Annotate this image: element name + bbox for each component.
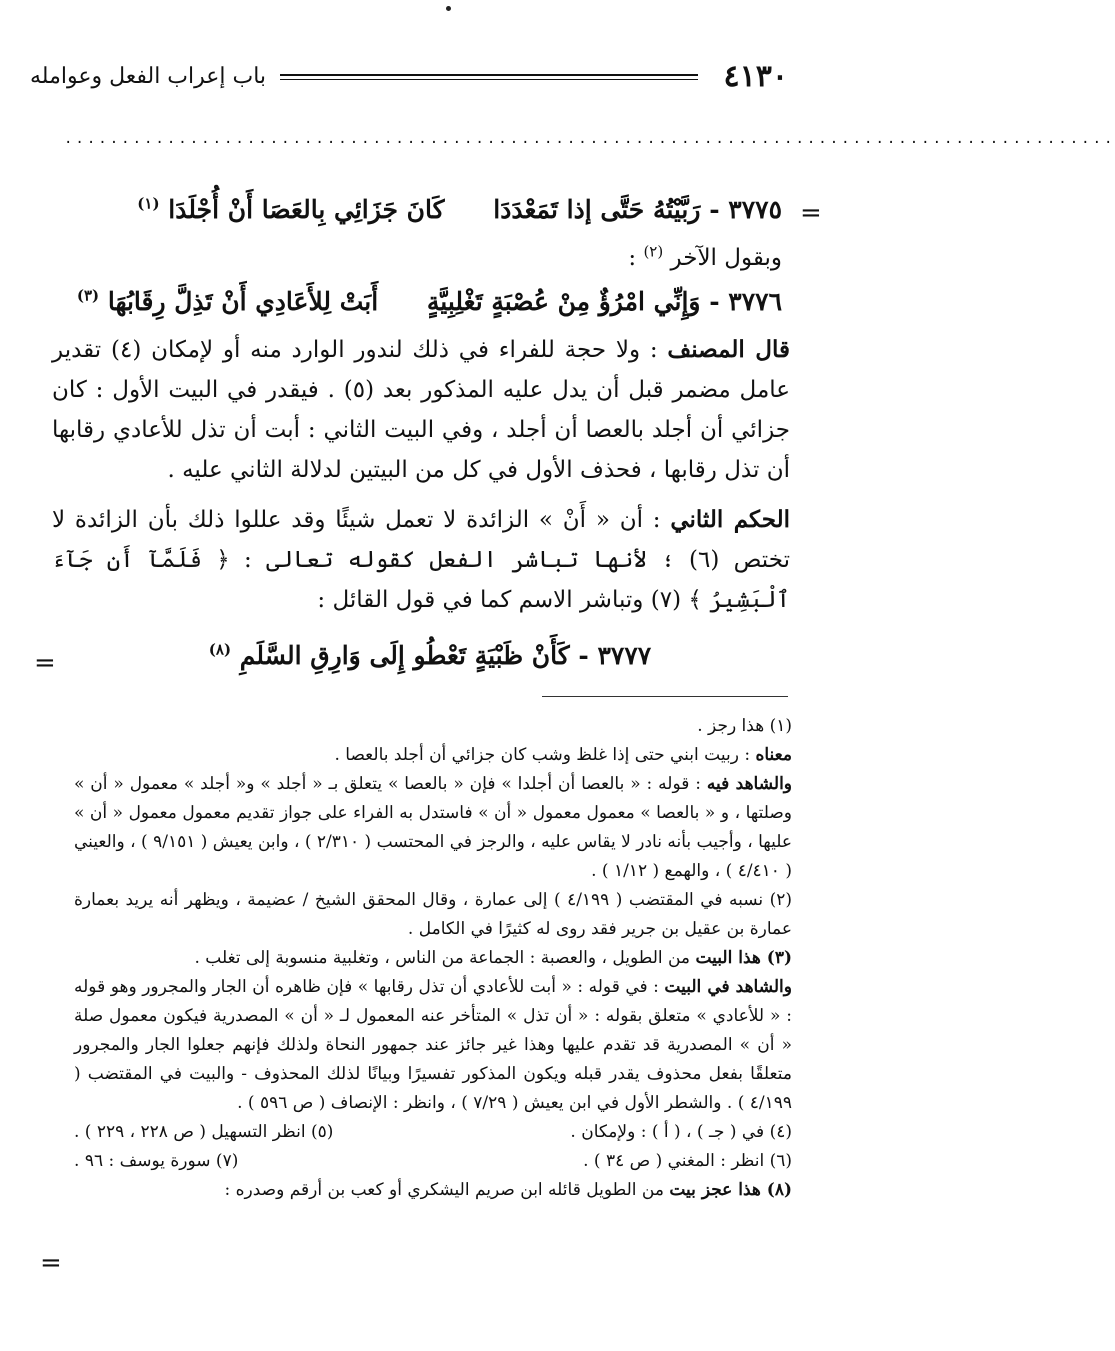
verse-hemistich-second: أَبَتْ لِلأَعَادِي أَنْ تَذِلَّ رِقَابُهَا — [107, 287, 379, 316]
footnote-text: من الطويل ، والعصبة : الجماعة من الناس ، وتغلبية منسوبة إلى تغلب . — [194, 948, 691, 968]
footnote-1-meaning — [74, 741, 792, 770]
footnote-5: (٥) انظر التسهيل ( ص ٢٢٨ ، ٢٢٩ ) . — [74, 1122, 334, 1142]
footnotes — [74, 712, 792, 1205]
page-header — [30, 58, 788, 98]
footnote-label: معناه — [755, 745, 792, 765]
footnote-6: (٦) انظر : المغني ( ص ٣٤ ) . — [583, 1151, 792, 1171]
header-rule-thin — [280, 79, 698, 80]
footnote-label: (٨) هذا عجز بيت — [669, 1180, 792, 1200]
top-dot-mark — [446, 6, 451, 11]
footnote-label: والشاهد في البيت — [664, 977, 792, 997]
chapter-title: باب إعراب الفعل وعوامله — [30, 64, 267, 89]
footnote-label: (٣) هذا البيت — [695, 948, 792, 968]
paragraph-text: : ولا حجة للفراء في ذلك لندور الوارد منه أو لإمكان (٤) تقدير عامل مضمر قبل أن يدل عليه المذكور بعد (٥) . فيقدر في البيت الأول : كان جزائي أن أجلد بالعصا أن أجلد ، وفي البيت الثاني : أبت أن تذل للأعادي رقابها أن تذل رقابها ، فحذف الأول في كل من البيتين لدلالة الثاني عليه . — [52, 337, 790, 483]
continuation-mark-left: = — [34, 648, 56, 678]
verse-3777 — [120, 636, 740, 676]
verse-3775 — [60, 190, 782, 230]
footnote-ref: (١) — [137, 194, 160, 213]
paragraph-text: : أن « أَنْ » الزائدة لا تعمل شيئًا وقد عللوا ذلك بأن الزائدة لا تختص (٦) ؛ لأنها تباشر الفعل كقوله تعالى : ﴿ فَلَمَّآ أَن جَآءَ ٱلْبَشِيرُ ﴾ (٧) وتباشر الاسم كما في قول القائل : — [52, 507, 790, 613]
intro-text: وبقول الآخر — [670, 245, 782, 271]
footnote-separator — [542, 696, 788, 697]
footnote-1: (١) هذا رجز . — [697, 716, 792, 736]
footnote-ref: (٨) — [208, 640, 232, 659]
continuation-mark-bottom: = — [40, 1248, 62, 1278]
footnote-text: : ربيت ابني حتى إذا غلظ وشب كان جزائي أن أجلد بالعصا . — [334, 745, 751, 765]
footnote-4: (٤) في ( جـ ) ، ( أ ) : ولإمكان . — [570, 1122, 792, 1142]
footnote-label: والشاهد فيه — [706, 774, 793, 794]
footnote-ref: (٢) — [643, 242, 664, 261]
verse-number: ٣٧٧٦ - — [709, 287, 782, 316]
footnote-text: : في قوله : « أبت للأعادي أن تذل رقابها » فإن ظاهره أن الجار والمجرور وهو قوله : « للأعادي » متعلق بقوله : « أن تذل » المتأخر عنه المعمول لـ « أن » المصدرية فيكون معمول صلة « أن » المصدرية قد تقدم عليها وهذا غير جائز عند جمهور النحاة ولذلك فإنهم جعلوا الجار والمجرور متعلقًا بفعل محذوف يقدر قبله ويكون المذكور تفسيرًا وبيانًا لذلك المحذوف - والبيت في المقتضب ( ٤/١٩٩ ) . والشطر الأول في ابن يعيش ( ٧/٢٩ ) ، وانظر : الإنصاف ( ص ٥٩٦ ) . — [74, 977, 792, 1113]
paragraph-author-opinion — [52, 330, 790, 490]
footnote-1-witness — [74, 770, 792, 886]
verse-number: ٣٧٧٥ - — [709, 195, 782, 224]
paragraph-label: قال المصنف — [667, 336, 791, 363]
verse-hemistich-first: وَإِنِّي امْرُؤٌ مِنْ عُصْبَةٍ تَغْلِبِيَّةٍ — [426, 287, 701, 316]
footnote-row-4-5 — [74, 1118, 792, 1147]
paragraph-label: الحكم الثاني — [670, 506, 790, 533]
verse-number: ٣٧٧٧ - — [578, 641, 652, 670]
footnote-text: : قوله : « بالعصا أن أجلدا » فإن « بالعصا » يتعلق بـ « أجلد » و« أجلد » معمول « أن » وصلتها ، و « بالعصا » معمول معمول « أن » فاستدل به الفراء على جواز تقديم معمول معمول « أن » عليها ، وأجيب بأنه نادر لا يقاس عليه ، والرجز في المحتسب ( ٢/٣١٠ ) ، وابن يعيش ( ٩/١٥١ ) ، والعيني ( ٤/٤١٠ ) ، والهمع ( ١/١٢ ) . — [74, 774, 793, 881]
intro-line — [628, 240, 782, 276]
intro-colon: : — [628, 245, 637, 271]
footnote-3-witness — [74, 973, 792, 1118]
footnote-ref: (٣) — [76, 286, 100, 305]
verse-hemistich-first: رَبَّيْتُهُ حَتَّى إذا تَمَعْدَدَا — [493, 195, 701, 224]
verse-hemistich-second: كَانَ جَزَائِي بِالعَصَا أَنْ أُجْلَدَا — [168, 195, 445, 224]
footnote-7: (٧) سورة يوسف : ٩٦ . — [74, 1151, 239, 1171]
paragraph-second-ruling — [52, 500, 790, 620]
footnote-row-6-7 — [74, 1147, 792, 1176]
verse-hemistich: كَأَنْ ظَبْيَةٍ تَعْطُو إِلَى وَارِقِ السَّلَمِ — [239, 641, 570, 670]
dotted-divider: ............................................................................................ — [64, 131, 1115, 147]
header-rule — [280, 74, 698, 76]
footnote-text: من الطويل قائله ابن صريم اليشكري أو كعب بن أرقم وصدره : — [224, 1180, 664, 1200]
footnote-8 — [74, 1176, 792, 1205]
continuation-mark-right: = — [800, 198, 822, 228]
verse-3776 — [60, 282, 782, 322]
footnote-3 — [74, 944, 792, 973]
footnote-2: (٢) نسبه في المقتضب ( ٤/١٩٩ ) إلى عمارة ، وقال المحقق الشيخ / عضيمة ، ويظهر أنه يريد بعمارة عمارة بن عقيل بن جرير فقد روى له كثيرًا في الكامل . — [74, 890, 792, 939]
page-number: ٤١٣٠ — [723, 59, 788, 94]
